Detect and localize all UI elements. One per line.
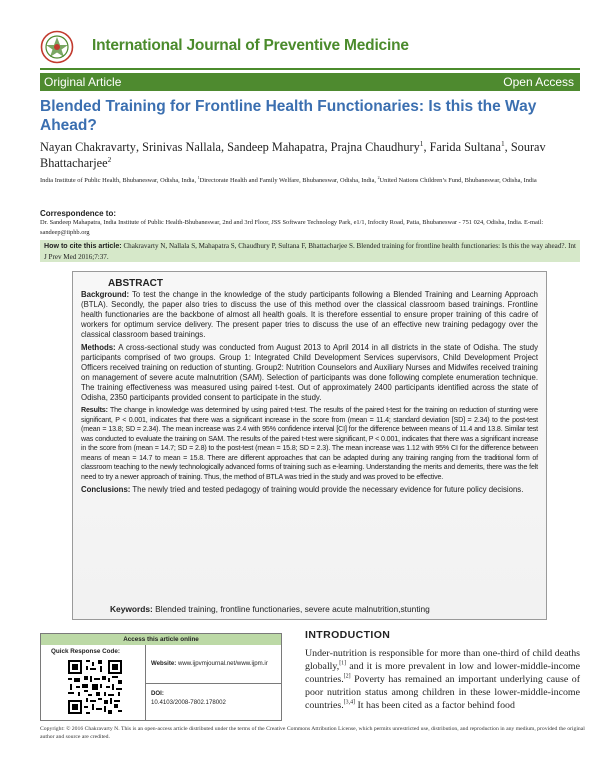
- header-divider: [40, 68, 580, 70]
- author-separator: ,: [504, 140, 511, 154]
- author-separator: ,: [324, 140, 331, 154]
- citation-ref[interactable]: [1]: [339, 660, 347, 667]
- abstract-box: [72, 271, 547, 620]
- journal-logo-icon: [40, 30, 74, 64]
- conclusions-text: The newly tried and tested pedagogy of training would provide the necessary evidence for future policy decisions.: [132, 485, 524, 494]
- keywords-text: Blended training, frontline functionaries, severe acute malnutrition,stunting: [155, 604, 430, 614]
- access-online-box: [40, 633, 282, 721]
- citation-box: [40, 240, 580, 262]
- intro-segment: It has been cited as a factor behind food: [355, 699, 515, 711]
- journal-title[interactable]: International Journal of Preventive Medicine: [92, 37, 409, 54]
- author-name[interactable]: Farida Sultana: [429, 140, 501, 154]
- background-text: To test the change in the knowledge of the study participants following a Blended Training and Learning Approach (BTLA). Secondly, the paper also tries to discuss the use of this method over the classical classroom based trainings. Frontline health functionaries are the backbone of almost all health goals. It is therefore essential to ensure proper training of this cadre of workers for optimum service delivery. The present paper tries to discuss the use of an effective new training pedagogy over the classical classroom based trainings.: [81, 290, 538, 339]
- keywords-label: Keywords:: [110, 604, 153, 614]
- abstract-results: [81, 406, 538, 482]
- citation-ref[interactable]: [2]: [343, 673, 351, 680]
- doi-field: [151, 689, 226, 707]
- article-title: Blended Training for Frontline Health Functionaries: Is this the Way Ahead?: [40, 98, 537, 134]
- keywords: [110, 604, 430, 614]
- introduction-heading: INTRODUCTION: [305, 629, 391, 641]
- website-label: Website:: [151, 660, 177, 667]
- affiliation-text: India Institute of Public Health, Bhubaneswar, Odisha, India,: [40, 177, 198, 184]
- author-separator: ,: [423, 140, 430, 154]
- website-link[interactable]: www.ijpvmjournal.net/www.ijpm.ir: [178, 660, 268, 667]
- abstract-methods: [81, 343, 538, 403]
- abstract-body: [81, 290, 538, 498]
- qr-code-label: Quick Response Code:: [51, 648, 120, 655]
- copyright-footnote: Copyright: © 2016 Chakravarty N. This is an open‑access article distributed under the terms of the Creative Commons Attribution License, which permits unrestricted use, distribution, and reproduction in any medium, provided the original author and source are credited.: [40, 726, 585, 740]
- affiliation-text: United Nations Children’s Fund, Bhubaneswar, Odisha, India: [379, 177, 537, 184]
- abstract-heading: ABSTRACT: [108, 278, 163, 289]
- author-name[interactable]: Prajna Chaudhury: [330, 140, 420, 154]
- doi-link[interactable]: 10.4103/2008-7802.178002: [151, 699, 226, 706]
- access-box-divider: [145, 683, 281, 684]
- author-affiliation-mark: 1: [500, 138, 505, 148]
- introduction-text: [305, 648, 580, 713]
- author-name[interactable]: Nayan Chakravarty: [40, 140, 136, 154]
- author-affiliation-mark: 2: [107, 154, 112, 164]
- author-separator: ,: [221, 140, 228, 154]
- background-label: Background:: [81, 290, 130, 299]
- article-type-label: Original Article: [44, 75, 122, 89]
- author-name[interactable]: Srinivas Nallala: [142, 140, 221, 154]
- abstract-background: [81, 290, 538, 340]
- methods-text: A cross‑sectional study was conducted from August 2013 to April 2014 in all districts in the state of Odisha. The study participants comprised of two groups. Group 1: Integrated Child Development Services supervisors, Child Development Project Officers received training on reduction of stunting. Group2: Nutrition Counselors and Auxiliary Nurses and Midwifes received training on management of severe acute malnutrition (SAM). Selection of participants was done following complete enumeration technique. The training effectiveness was measured using paired t‑test. Out of approximately 2400 participants identified across the state of Odisha, 2350 participants provided consent to participate in the study.: [81, 343, 538, 402]
- citation-text: Chakravarty N, Nallala S, Mahapatra S, Chaudhury P, Sultana F, Bhattacharjee S. Blended training for frontline health functionaries: Is this the way ahead?. Int J Prev Med 2016;7:37.: [44, 242, 576, 261]
- conclusions-label: Conclusions:: [81, 485, 131, 494]
- open-access-label: Open Access: [503, 75, 574, 89]
- author-separator: ,: [135, 140, 143, 154]
- affiliation-mark: 1: [197, 175, 200, 180]
- methods-label: Methods:: [81, 343, 116, 352]
- correspondence-text: Dr. Sandeep Mahapatra, India Institute of Public Health‑Bhubaneswar, 2nd and 3rd Floor, JSS Software Technology Park, e1/1, Infocity Road, Patia, Bhubaneswar ‑ 751 024, Odisha, India. E‑mail: sandeep@iiphb.org: [40, 219, 544, 236]
- author-affiliation-mark: 1: [419, 138, 424, 148]
- access-online-heading: Access this article online: [41, 634, 281, 645]
- intro-segment: Poverty has remained an important underlying cause of poor nutrition status among children in these lower‑middle‑income countries.: [305, 673, 580, 711]
- article-type-bar: [40, 73, 580, 91]
- results-label: Results:: [81, 406, 108, 414]
- results-text: The change in knowledge was determined by using paired t‑test. The results of the paired t‑test for the training on reduction of stunting were significant, P < 0.001, indicates that there was a significant increase in the score from (mean = 11.4; standard deviation [SD] = 2.34) to the post‑test (mean = 13.8; SD = 2.34). The mean increase was 2.4 with 95% confidence interval [CI] for the difference between means of 11.4 and 13.8. Similar test was conducted to evaluate the training on SAM. The results of the paired t‑test were significant, P < 0.001, indicates that there was a significant increase in the score from (mean = 14.7; SD = 2.8) to the post‑test (mean = 15.8; SD = 2.3). The mean increase was 1.12 with 95% CI for the difference between means of mean = 14.7 to mean = 15.8. There are different approaches that can be adapted during any training ranging from the traditional form of classroom teaching to the newly technologically advanced forms of training such as e‑learning. Understanding the merits and demerits, there was the felt need to try a newer approach of training. Thus, the method of BTLA was tried in the study and was proved to be effective.: [81, 406, 538, 481]
- qr-code-icon[interactable]: [68, 660, 122, 714]
- author-name[interactable]: Sourav Bhattacharjee: [40, 140, 546, 170]
- journal-header: [40, 28, 580, 70]
- doi-label: DOI:: [151, 690, 164, 697]
- author-name[interactable]: Sandeep Mahapatra: [227, 140, 325, 154]
- intro-segment: Under‑nutrition is responsible for more than one‑third of child deaths globally,: [305, 648, 580, 672]
- abstract-conclusions: [81, 485, 538, 495]
- citation-label: How to cite this article:: [44, 242, 122, 250]
- affiliations: [40, 176, 580, 186]
- correspondence-label: Correspondence to:: [40, 209, 117, 218]
- author-list: [40, 140, 570, 171]
- website-field: [151, 660, 268, 667]
- intro-segment: and it is more prevalent in low and lower‑middle‑income countries.: [305, 660, 580, 685]
- affiliation-text: Directorate Health and Family Welfare, Bhubaneswar, Odisha, India,: [199, 177, 378, 184]
- affiliation-mark: 2: [377, 175, 380, 180]
- citation-ref[interactable]: [3,4]: [343, 699, 356, 706]
